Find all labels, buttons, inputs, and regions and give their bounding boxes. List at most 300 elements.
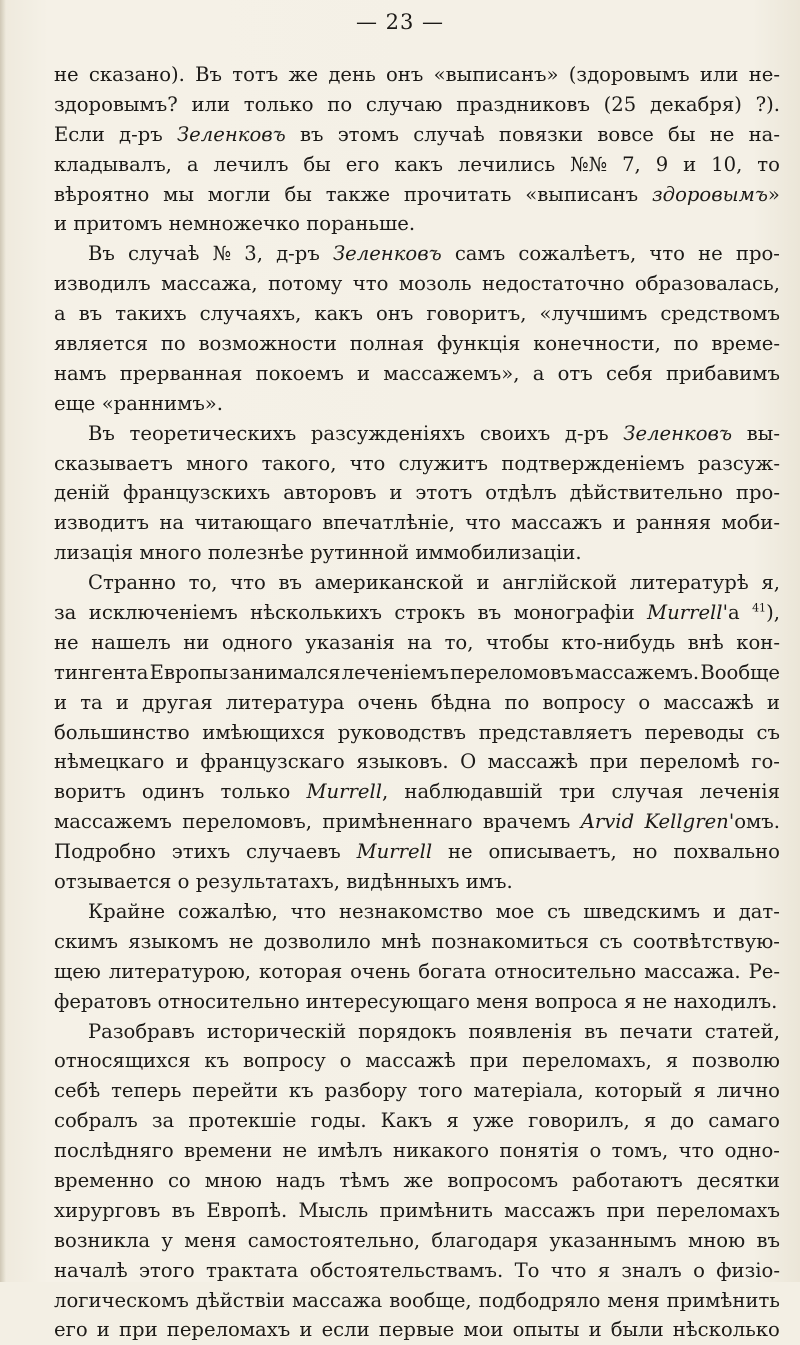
italic-name: Arvid [580, 810, 635, 834]
text-line [54, 389, 780, 419]
word: массажѣ [487, 750, 579, 774]
text-line [54, 478, 780, 508]
word: много [186, 451, 249, 475]
word: что [349, 451, 386, 475]
word: американской [314, 571, 464, 595]
word: видѣнныхъ [346, 870, 460, 894]
word: притомъ [73, 212, 163, 236]
word: находилъ. [673, 989, 778, 1013]
word: французскаго [200, 750, 345, 774]
word: при [589, 750, 629, 774]
word: я [693, 1079, 706, 1103]
text-line [54, 538, 780, 568]
word: я [643, 1109, 657, 1133]
italic-name: Murrell [647, 601, 723, 625]
word: случаѣ [128, 242, 200, 266]
word: относительно [157, 989, 300, 1013]
word: массажъ [504, 1198, 596, 1222]
word: дозволило [263, 929, 371, 953]
word: самаго [708, 1109, 780, 1133]
word: литературою, [108, 959, 251, 983]
word: нашелъ [91, 630, 171, 654]
word: кто-нибудь [561, 630, 676, 654]
word: покоемъ [255, 361, 344, 385]
word: го- [751, 750, 780, 774]
word: статей, [704, 1019, 780, 1043]
word: примѣненнаго [322, 810, 473, 834]
word: случаевъ [246, 840, 341, 864]
word: шведскимъ [583, 899, 701, 923]
word: теоретическихъ [129, 421, 297, 445]
word: рутинной [310, 541, 410, 565]
word: ни [183, 630, 210, 654]
text-line [54, 927, 780, 957]
text-line [54, 180, 780, 210]
word: переломахъ [656, 1198, 780, 1222]
italic-name: Kellgren [644, 810, 729, 834]
word: ранняя [636, 511, 712, 535]
word: потому [268, 272, 343, 296]
word: о [339, 1049, 352, 1073]
word: десятки [696, 1168, 780, 1192]
text-line [54, 1106, 780, 1136]
word: вопросомъ [447, 1168, 559, 1192]
word: къ [204, 1049, 230, 1073]
text-line [54, 568, 780, 598]
word: разбору [324, 1079, 408, 1103]
text-line [54, 897, 780, 927]
word: историческій [206, 1019, 347, 1043]
text-line [54, 269, 780, 299]
word: такого, [261, 451, 337, 475]
word: имъ. [465, 870, 513, 894]
word: дат- [738, 899, 780, 923]
word: переломахъ [166, 1318, 291, 1342]
word: вопросу [243, 1049, 326, 1073]
word: въ [278, 571, 302, 595]
word: Ре- [748, 959, 780, 983]
word: богата [418, 959, 487, 983]
word: также [325, 182, 391, 206]
text-line [54, 1166, 780, 1196]
text-line [54, 150, 780, 180]
italic-name: здоровымъ [651, 182, 768, 206]
word: временно [54, 1168, 154, 1192]
text-line [54, 837, 780, 867]
word: моби- [721, 511, 780, 535]
word: не [698, 242, 723, 266]
word: массажемъ», [383, 361, 520, 385]
italic-name: Зеленковъ [623, 421, 733, 445]
word: я [623, 989, 637, 1013]
word: Kellgren'омъ. [644, 810, 780, 834]
word: То [514, 1258, 540, 1282]
word: «выписанъ» [433, 63, 559, 86]
word: нѣмецкаго [54, 750, 165, 774]
word: большинство [54, 720, 190, 744]
word: и [299, 1318, 313, 1342]
word: строкъ [394, 601, 466, 625]
word: отъ [557, 361, 593, 385]
word: мною [687, 1228, 746, 1252]
word: и [476, 571, 490, 595]
word: Въ [88, 242, 115, 266]
word: такихъ [115, 302, 187, 326]
word: своихъ [479, 421, 551, 445]
text-line [54, 777, 780, 807]
word: только [220, 780, 291, 804]
word: и [389, 481, 403, 505]
word: похвально [673, 840, 780, 864]
word: Въ [88, 421, 115, 445]
word: много [139, 541, 202, 565]
word: лечились [457, 152, 556, 176]
word: этотъ [415, 481, 473, 505]
word: подтвержденіемъ [501, 451, 685, 475]
word: которая [258, 959, 343, 983]
word: который [594, 1079, 683, 1103]
word: примѣнить [666, 1288, 780, 1312]
word: при [118, 1318, 158, 1342]
text-line [54, 209, 780, 239]
word: первые [378, 1318, 455, 1342]
word: конечности, [533, 332, 661, 356]
word: мозоль [398, 272, 472, 296]
text-line [54, 299, 780, 329]
word: я, [761, 571, 780, 595]
word: бы [284, 182, 312, 206]
word: собралъ [54, 1109, 138, 1133]
word: что [649, 242, 685, 266]
text-line [54, 867, 780, 897]
word: переломовъ [450, 660, 574, 684]
word: этого [138, 1258, 195, 1282]
word: 9 [655, 152, 669, 176]
word: одного [221, 630, 293, 654]
text-line [54, 239, 780, 269]
word: какъ [314, 302, 363, 326]
word: указаннымъ [549, 1228, 677, 1252]
word: време- [711, 332, 780, 356]
word: здоровымъ? [54, 92, 178, 116]
word: о [589, 1139, 602, 1163]
text-line [54, 987, 780, 1017]
word: литература [225, 690, 345, 714]
word: другая [142, 690, 213, 714]
word: массажа, [161, 272, 258, 296]
word: образовалась, [634, 272, 780, 296]
word: только [243, 92, 314, 116]
word: то, [188, 571, 218, 595]
word: что [290, 899, 327, 923]
word: изводилъ [54, 272, 151, 296]
word: меня [184, 1228, 237, 1252]
word: Murrell'а [647, 601, 740, 625]
word: $^{41}$), [752, 601, 780, 625]
word: позволю [692, 1049, 780, 1073]
text-line [54, 807, 780, 837]
word: очень [357, 690, 418, 714]
word: мои [463, 1318, 504, 1342]
word: онъ [386, 63, 424, 86]
word: бѣдна [430, 690, 492, 714]
word: соотвѣтствую- [632, 929, 780, 953]
word: ?). [755, 92, 780, 116]
word: массажѣ [663, 690, 754, 714]
word: декабря) [649, 92, 742, 116]
word: самъ [454, 242, 506, 266]
word: этомъ [337, 122, 400, 146]
word: мое [495, 899, 535, 923]
word: является [54, 332, 148, 356]
word: перейти [192, 1079, 279, 1103]
word: тѣмъ [339, 1168, 390, 1192]
word: по [160, 332, 186, 356]
word: бы [668, 122, 696, 146]
word: по [327, 92, 353, 116]
word: его [345, 152, 380, 176]
word: же [288, 63, 319, 86]
word: Въ [195, 63, 223, 86]
text-line [54, 747, 780, 777]
word: полная [349, 332, 425, 356]
word: о [693, 1258, 705, 1282]
word: познакомиться [431, 929, 589, 953]
word: леченіемъ [341, 660, 449, 684]
word: д-ръ [276, 242, 320, 266]
word: порядокъ [358, 1019, 457, 1043]
word: массажа. [644, 959, 741, 983]
text-line [54, 1076, 780, 1106]
word: «раннимъ». [101, 391, 224, 415]
word: Европѣ. [206, 1198, 288, 1222]
word: Разобравъ [88, 1019, 195, 1043]
word: опыты [512, 1318, 580, 1342]
word: мы [163, 182, 194, 206]
word: или [699, 63, 739, 86]
word: массажъ [511, 511, 603, 535]
word: говоритъ, [426, 302, 527, 326]
word: лизація [54, 541, 134, 565]
word: прочитать [403, 182, 512, 206]
word: про- [735, 481, 780, 505]
word: кладывалъ, [54, 152, 172, 176]
word: времени [184, 1139, 273, 1163]
word: прибавимъ [665, 361, 780, 385]
word: случаяхъ, [199, 302, 302, 326]
word: по [673, 332, 699, 356]
word: иммобилизаціи. [415, 541, 582, 565]
text-line [54, 359, 780, 389]
word: О [460, 750, 477, 774]
word: полезнѣе [207, 541, 304, 565]
word: языкомъ [128, 929, 219, 953]
word: и [683, 152, 697, 176]
word: съ [547, 899, 571, 923]
word: если [321, 1318, 370, 1342]
word: праздниковъ [456, 92, 590, 116]
word: могли [207, 182, 271, 206]
word: и [54, 690, 68, 714]
word: или [191, 92, 231, 116]
word: нѣсколькихъ [250, 601, 382, 625]
word [357, 837, 433, 867]
word: еще [54, 391, 96, 415]
word: одно- [724, 1139, 780, 1163]
word: д-ръ [564, 421, 609, 445]
word: не [282, 1139, 308, 1163]
word: указанія [305, 630, 395, 654]
word: Murrell, [306, 780, 389, 804]
word: результатахъ, [195, 870, 340, 894]
word: возникла [54, 1228, 151, 1252]
text-line [54, 628, 780, 658]
word: Европы [149, 660, 228, 684]
text-line [54, 508, 780, 538]
word: возможности [198, 332, 337, 356]
word: на [159, 511, 185, 535]
word: интересующаго [305, 989, 470, 1013]
body-text [54, 60, 780, 1345]
word: годы. [310, 1109, 367, 1133]
word: его [54, 1318, 88, 1342]
text-line [54, 598, 780, 628]
word: массажѣ [365, 1049, 456, 1073]
word: тотъ [232, 63, 279, 86]
word: повязки [498, 122, 584, 146]
word: меня [476, 989, 529, 1013]
word: одинъ [141, 780, 205, 804]
word: Какъ [380, 1109, 433, 1133]
word: чтобы [486, 630, 549, 654]
word: «лучшимъ [539, 302, 648, 326]
word: сказываетъ [54, 451, 173, 475]
word: та [80, 690, 103, 714]
word: не [709, 122, 735, 146]
word: разсуж- [697, 451, 780, 475]
word: но [632, 840, 658, 864]
word: «выписанъ [525, 182, 639, 206]
word: Подробно [54, 840, 156, 864]
word: на- [748, 122, 780, 146]
word: не [228, 929, 254, 953]
word: и [766, 690, 780, 714]
word: недостаточно [481, 272, 625, 296]
word: въ [584, 1019, 608, 1043]
word: впечатлѣніе, [322, 511, 455, 535]
word: леченія [699, 780, 780, 804]
word: что [352, 272, 389, 296]
word: исключеніемъ [88, 601, 238, 625]
word: занимался [229, 660, 341, 684]
word: относительно [494, 959, 637, 983]
word: а [186, 152, 199, 176]
word: съ [756, 720, 780, 744]
word: зналъ [621, 1258, 682, 1282]
word: внѣ [687, 630, 724, 654]
word: Если [54, 122, 105, 146]
word: 10, [711, 152, 743, 176]
text-line [54, 1196, 780, 1226]
word: представляетъ [478, 720, 633, 744]
word: лечилъ [213, 152, 289, 176]
word: разсужденіяхъ [310, 421, 466, 445]
word: служитъ [398, 451, 489, 475]
word: физіо- [716, 1258, 780, 1282]
word: и [96, 1318, 110, 1342]
word: не [54, 63, 79, 86]
word: понятія [499, 1139, 580, 1163]
word: средствомъ [660, 302, 780, 326]
word: фератовъ [54, 989, 152, 1013]
word: переломахъ, [522, 1049, 652, 1073]
text-line [54, 688, 780, 718]
word: мнѣ [381, 929, 422, 953]
word: не [54, 630, 79, 654]
word: авторовъ [283, 481, 377, 505]
word: наблюдавшій [404, 780, 543, 804]
word: въ [477, 601, 502, 625]
word: сказано). [88, 63, 185, 86]
word: имѣлъ [317, 1139, 383, 1163]
word: вопросу [542, 690, 626, 714]
word: въ [78, 302, 103, 326]
word: скимъ [54, 929, 118, 953]
word: воритъ [54, 780, 126, 804]
word: по [504, 690, 530, 714]
word: при [606, 1198, 646, 1222]
word: появленія [468, 1019, 573, 1043]
word: языковъ. [356, 750, 449, 774]
word: подбодряло [478, 1288, 601, 1312]
word: намъ [54, 361, 107, 385]
footnote-marker: 41 [752, 601, 767, 615]
word: за [151, 1109, 175, 1133]
word: печати [619, 1019, 693, 1043]
word: случаѣ [413, 122, 485, 146]
word: деній [54, 481, 111, 505]
word: того [417, 1079, 463, 1103]
word: говорилъ, [528, 1109, 630, 1133]
word: очень [350, 959, 411, 983]
word: (здоровымъ [568, 63, 690, 86]
word: примѣнить [379, 1198, 493, 1222]
word: массажемъ [54, 810, 172, 834]
word: при [469, 1049, 509, 1073]
word: тингента [54, 660, 149, 684]
text-line [54, 1136, 780, 1166]
word: то, [444, 630, 474, 654]
word: къ [288, 1079, 314, 1103]
word: и [588, 1318, 602, 1342]
word: о [638, 690, 651, 714]
text-line [54, 1017, 780, 1047]
word: 7, [622, 152, 641, 176]
italic-name: Зеленковъ [176, 122, 286, 146]
word: врачемъ [482, 810, 571, 834]
word: не [642, 989, 668, 1013]
text-line [54, 957, 780, 987]
word: массажемъ. [575, 660, 700, 684]
word: же [403, 1168, 434, 1192]
italic-name: Murrell [356, 840, 433, 864]
word: и [115, 690, 129, 714]
text-line [54, 329, 780, 359]
word: 3, [244, 242, 263, 266]
page-number: — 23 — [355, 10, 445, 34]
word: и [357, 361, 371, 385]
word: а [532, 361, 545, 385]
